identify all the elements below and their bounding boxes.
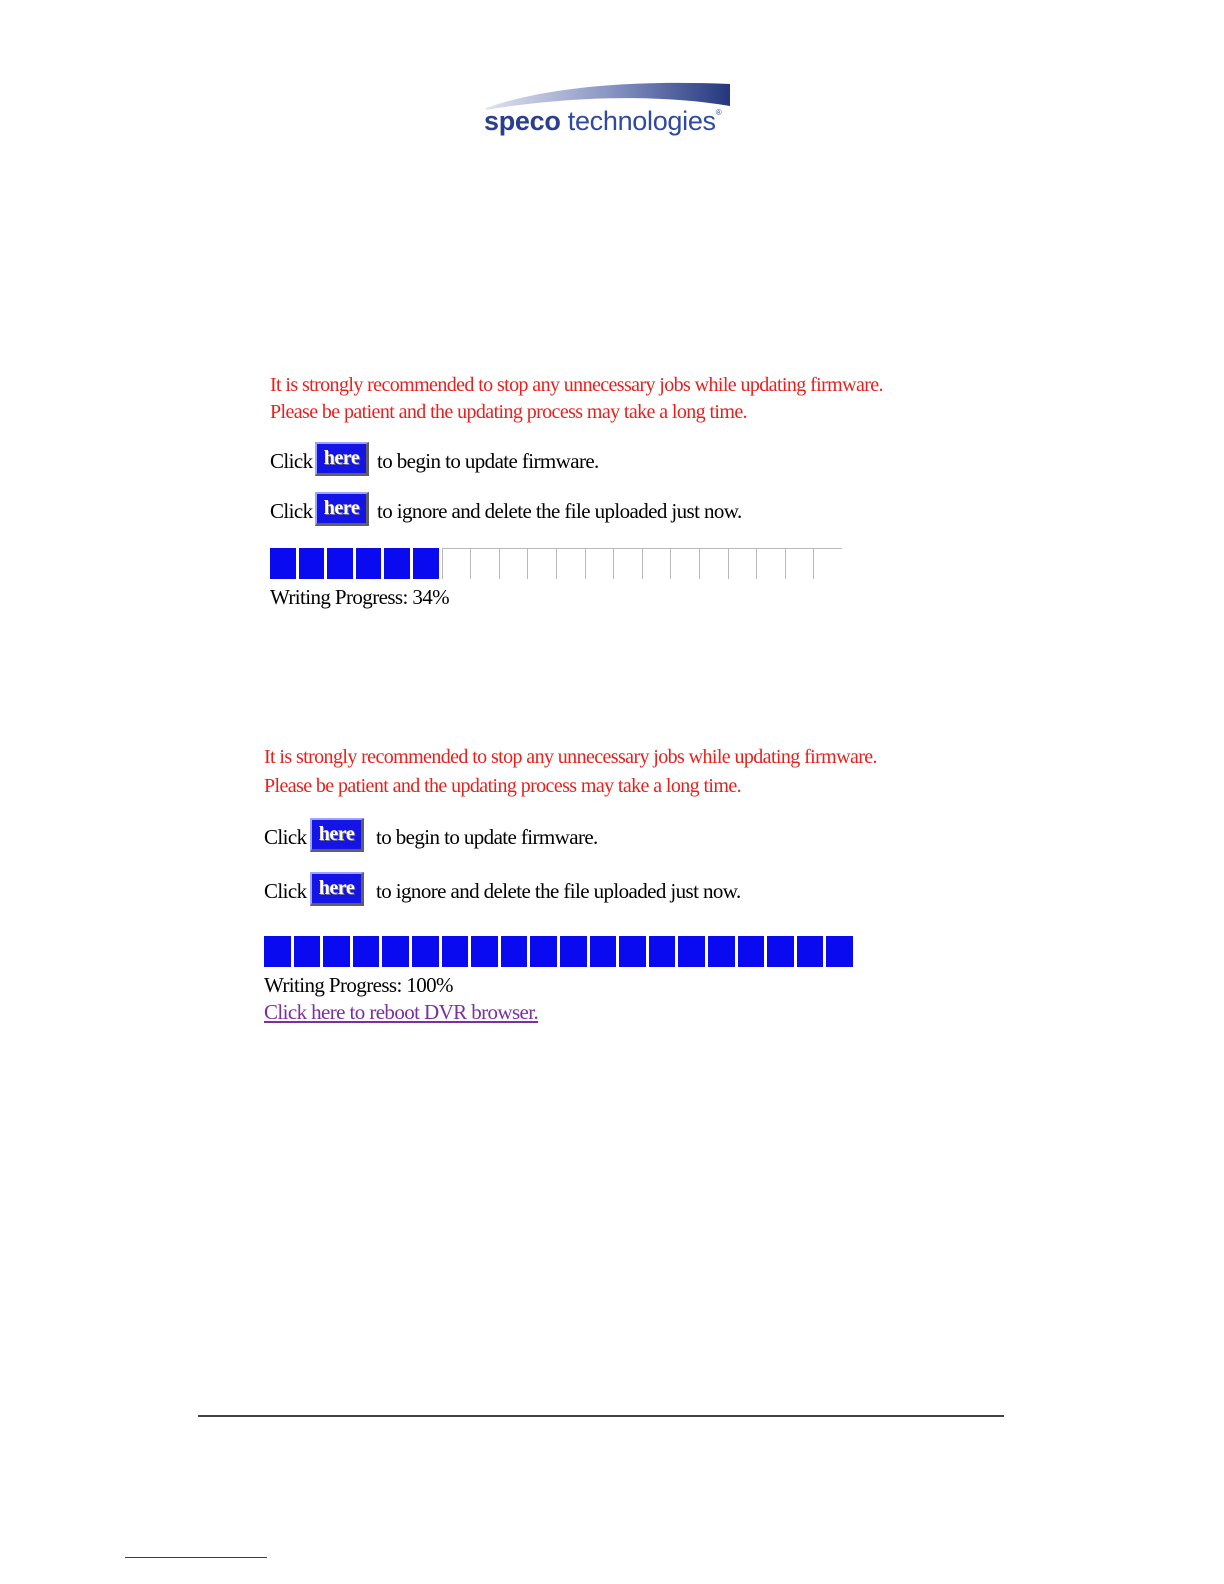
progress-segment-filled [678, 936, 708, 967]
progress-segment-empty [699, 548, 728, 579]
progress-segment-filled [270, 548, 299, 579]
progress-segment-filled [323, 936, 353, 967]
ignore-delete-text: to ignore and delete the file uploaded just now. [377, 499, 742, 523]
progress-segment-filled [767, 936, 797, 967]
progress-segment-empty [670, 548, 699, 579]
progress-segment-empty [470, 548, 499, 579]
ignore-delete-button[interactable]: here [315, 492, 369, 526]
ignore-delete-button[interactable]: here [310, 872, 364, 906]
begin-update-text: to begin to update firmware. [377, 449, 599, 473]
progress-segment-filled [797, 936, 827, 967]
click-label: Click [264, 825, 307, 849]
reboot-dvr-link[interactable]: Click here to reboot DVR browser. [264, 1000, 539, 1024]
begin-update-button[interactable]: here [310, 818, 364, 852]
writing-progress-label: Writing Progress: 100% [264, 973, 453, 997]
click-label: Click [270, 499, 313, 523]
progress-segment-filled [442, 936, 472, 967]
writing-progress-label: Writing Progress: 34% [270, 585, 450, 609]
progress-segment-filled [708, 936, 738, 967]
progress-segment-empty [556, 548, 585, 579]
progress-segment-filled [738, 936, 768, 967]
begin-update-button[interactable]: here [315, 442, 369, 476]
progress-segment-filled [382, 936, 412, 967]
progress-segment-empty [756, 548, 785, 579]
progress-segment-empty [527, 548, 556, 579]
logo-brand-light: technologies [567, 106, 716, 136]
progress-segment-empty [613, 548, 642, 579]
writing-progress-bar [270, 548, 970, 581]
firmware-update-panel-34 [270, 372, 970, 610]
progress-segment-filled [530, 936, 560, 967]
warning-line-2: Please be patient and the updating process may take a long time. [264, 775, 742, 797]
progress-segment-empty [585, 548, 614, 579]
logo-brand-bold: speco [484, 106, 561, 136]
firmware-update-panel-100 [264, 744, 984, 1025]
progress-segment-empty [813, 548, 842, 579]
progress-segment-filled [471, 936, 501, 967]
progress-segment-filled [299, 548, 328, 579]
speco-logo [478, 78, 738, 142]
progress-segment-empty [728, 548, 757, 579]
progress-segment-empty [499, 548, 528, 579]
progress-segment-filled [294, 936, 324, 967]
footer-underline [125, 1557, 267, 1558]
progress-segment-filled [264, 936, 294, 967]
warning-line-2: Please be patient and the updating process may take a long time. [270, 401, 748, 423]
progress-segment-filled [826, 936, 856, 967]
progress-segment-empty [442, 548, 471, 579]
ignore-file-row [264, 860, 984, 910]
begin-update-row [264, 806, 984, 856]
writing-progress-bar [264, 936, 984, 969]
progress-segment-filled [413, 548, 442, 579]
begin-update-text: to begin to update firmware. [376, 825, 598, 849]
progress-segment-empty [642, 548, 671, 579]
logo-registered-mark: ® [715, 108, 722, 117]
click-label: Click [264, 879, 307, 903]
ignore-delete-text: to ignore and delete the file uploaded just now. [376, 879, 741, 903]
logo-wordmark [484, 106, 721, 137]
progress-segment-filled [560, 936, 590, 967]
progress-segment-filled [384, 548, 413, 579]
progress-segment-filled [590, 936, 620, 967]
footer-divider [198, 1415, 1004, 1417]
click-label: Click [270, 449, 313, 473]
progress-segment-filled [353, 936, 383, 967]
progress-segment-filled [619, 936, 649, 967]
warning-line-1: It is strongly recommended to stop any unnecessary jobs while updating firmware. [264, 746, 877, 768]
begin-update-row [270, 430, 970, 480]
progress-segment-filled [501, 936, 531, 967]
progress-segment-filled [356, 548, 385, 579]
progress-segment-filled [649, 936, 679, 967]
progress-segment-filled [327, 548, 356, 579]
progress-segment-empty [785, 548, 814, 579]
warning-line-1: It is strongly recommended to stop any unnecessary jobs while updating firmware. [270, 374, 883, 396]
progress-segment-filled [412, 936, 442, 967]
ignore-file-row [270, 480, 970, 530]
